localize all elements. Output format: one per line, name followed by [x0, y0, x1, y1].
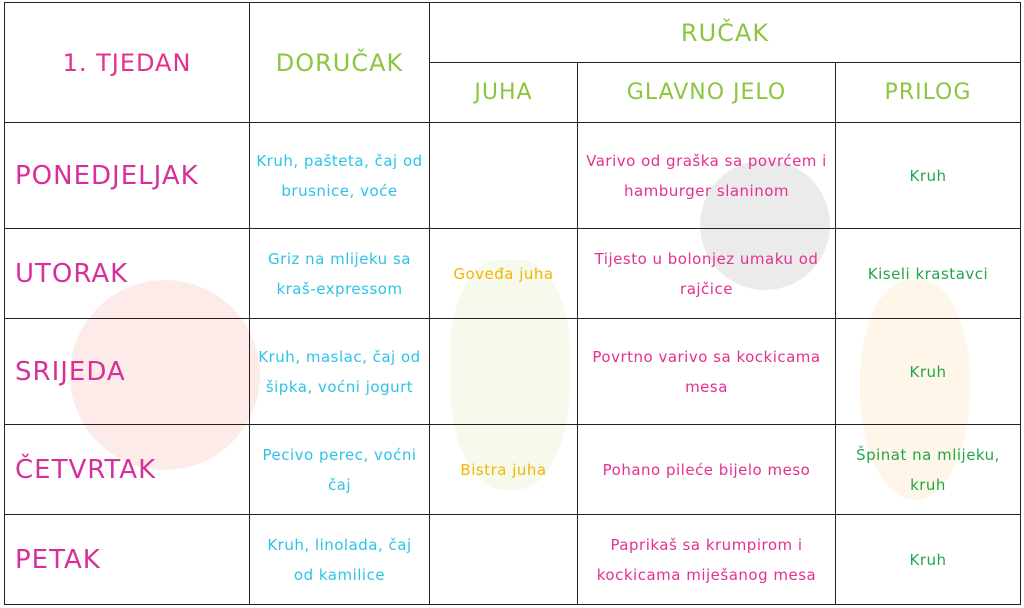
breakfast-cell: Kruh, linolada, čaj od kamilice: [250, 515, 430, 605]
main-dish-cell: Paprikaš sa krumpirom i kockicama miješanog mesa: [578, 515, 836, 605]
table-row: [5, 515, 1021, 605]
main-dish-cell: Varivo od graška sa povrćem i hamburger slaninom: [578, 123, 836, 229]
side-cell: Špinat na mlijeku, kruh: [836, 425, 1021, 515]
side-cell: Kruh: [836, 515, 1021, 605]
header-row-top: [5, 3, 1021, 63]
day-label: UTORAK: [5, 229, 250, 319]
breakfast-header: DORUČAK: [250, 3, 430, 123]
side-cell: Kruh: [836, 123, 1021, 229]
soup-cell: Bistra juha: [430, 425, 578, 515]
main-dish-cell: Tijesto u bolonjez umaku od rajčice: [578, 229, 836, 319]
table-row: [5, 319, 1021, 425]
breakfast-cell: Kruh, pašteta, čaj od brusnice, voće: [250, 123, 430, 229]
week-label: 1. TJEDAN: [5, 3, 250, 123]
soup-header: JUHA: [430, 63, 578, 123]
main-dish-header: GLAVNO JELO: [578, 63, 836, 123]
table-row: [5, 229, 1021, 319]
day-label: SRIJEDA: [5, 319, 250, 425]
breakfast-cell: Griz na mlijeku sa kraš-expressom: [250, 229, 430, 319]
day-label: PONEDJELJAK: [5, 123, 250, 229]
lunch-header: RUČAK: [430, 3, 1021, 63]
breakfast-cell: Pecivo perec, voćni čaj: [250, 425, 430, 515]
day-label: PETAK: [5, 515, 250, 605]
soup-cell: Goveđa juha: [430, 229, 578, 319]
main-dish-cell: Povrtno varivo sa kockicama mesa: [578, 319, 836, 425]
side-header: PRILOG: [836, 63, 1021, 123]
breakfast-cell: Kruh, maslac, čaj od šipka, voćni jogurt: [250, 319, 430, 425]
side-cell: Kiseli krastavci: [836, 229, 1021, 319]
main-dish-cell: Pohano pileće bijelo meso: [578, 425, 836, 515]
table-row: [5, 123, 1021, 229]
soup-cell: [430, 515, 578, 605]
soup-cell: [430, 319, 578, 425]
side-cell: Kruh: [836, 319, 1021, 425]
table-row: [5, 425, 1021, 515]
soup-cell: [430, 123, 578, 229]
weekly-menu-table: [4, 2, 1021, 605]
day-label: ČETVRTAK: [5, 425, 250, 515]
